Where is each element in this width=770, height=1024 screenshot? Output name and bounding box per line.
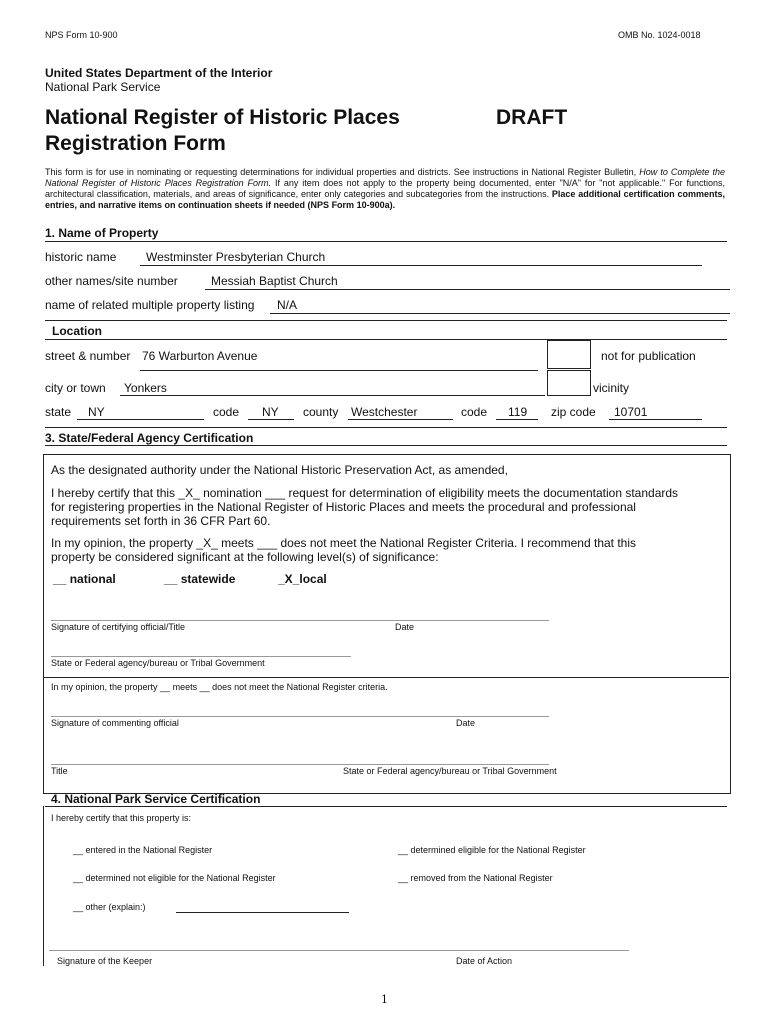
- level-statewide[interactable]: __ statewide: [164, 572, 236, 586]
- divider: [45, 320, 727, 321]
- not-for-publication-checkbox[interactable]: [547, 340, 591, 369]
- omb-number: OMB No. 1024-0018: [618, 30, 701, 40]
- city-label: city or town: [45, 381, 106, 395]
- nps-certify-text: I hereby certify that this property is:: [51, 813, 192, 823]
- sig-keeper-label: Signature of the Keeper: [57, 956, 153, 966]
- sig-certifying-label: Signature of certifying official/Title: [51, 622, 186, 632]
- date-of-action-label: Date of Action: [456, 956, 513, 966]
- instructions: This form is for use in nominating or requesting determinations for individual properties and districts. See instructions in National Register Bulletin, How to Complete the National Register of Historic Places Registration Form. If any item does not apply to the property being documented, enter "N/A" for "not applicable." For functions, architectural classification, materials, and areas of significance, enter only categories and subcategories from the instructions. Place additional certification comments, entries, and narrative items on continuation sheets if needed (NPS Form 10-900a).: [45, 167, 726, 210]
- other-names-label: other names/site number: [45, 274, 178, 288]
- request-mark[interactable]: ___: [265, 486, 286, 500]
- certify-line1: I hereby certify that this _X_ nomination ___ request for determination of eligibility meets the documentation standards: [51, 486, 679, 500]
- option-not-eligible[interactable]: __ determined not eligible for the National Register: [73, 873, 276, 883]
- option-determined-eligible[interactable]: __ determined eligible for the National Register: [398, 845, 586, 855]
- agency2-label: State or Federal agency/bureau or Tribal Government: [343, 766, 557, 776]
- page-subtitle: Registration Form: [45, 132, 226, 155]
- county-code-label: code: [461, 405, 488, 419]
- level-national[interactable]: __ national: [53, 572, 116, 586]
- draft-label: DRAFT: [496, 106, 568, 129]
- section2-heading: Location: [52, 324, 102, 338]
- county-label: county: [303, 405, 339, 419]
- zip-field[interactable]: 10701: [614, 405, 648, 419]
- service: National Park Service: [45, 80, 161, 94]
- county-code-field[interactable]: 119: [508, 405, 528, 419]
- city-field[interactable]: Yonkers: [124, 381, 167, 395]
- historic-name-field[interactable]: Westminster Presbyterian Church: [146, 250, 326, 264]
- date2-label: Date: [456, 718, 476, 728]
- option-removed[interactable]: __ removed from the National Register: [398, 873, 553, 883]
- multiple-listing-field[interactable]: N/A: [277, 298, 298, 312]
- opinion-line2: property be considered significant at the following level(s) of significance:: [51, 550, 439, 564]
- form-number: NPS Form 10-900: [45, 30, 118, 40]
- agency1-label: State or Federal agency/bureau or Tribal Government: [51, 658, 265, 668]
- other-explain-field[interactable]: [176, 912, 349, 913]
- divider: [45, 806, 727, 807]
- county-field[interactable]: Westchester: [351, 405, 418, 419]
- certify-line3: requirements set forth in 36 CFR Part 60.: [51, 514, 271, 528]
- state-field[interactable]: NY: [88, 405, 105, 419]
- sig-commenting-label: Signature of commenting official: [51, 718, 179, 728]
- opinion-line1: In my opinion, the property _X_ meets ___ does not meet the National Register Criteria. I recommend that this: [51, 536, 637, 550]
- other-names-field[interactable]: Messiah Baptist Church: [211, 274, 338, 288]
- does-not-meet-mark[interactable]: ___: [257, 536, 278, 550]
- state-code-label: code: [213, 405, 240, 419]
- nomination-mark[interactable]: _X_: [178, 486, 200, 500]
- multiple-listing-label: name of related multiple property listing: [45, 298, 255, 312]
- historic-name-label: historic name: [45, 250, 117, 264]
- state-label: state: [45, 405, 72, 419]
- street-field[interactable]: 76 Warburton Avenue: [142, 349, 258, 363]
- department: United States Department of the Interior: [45, 66, 273, 80]
- vicinity-checkbox[interactable]: [547, 370, 591, 396]
- date1-label: Date: [395, 622, 415, 632]
- page-number: 1: [381, 993, 388, 1006]
- not-for-publication-label: not for publication: [601, 349, 696, 363]
- section1-heading: 1. Name of Property: [45, 226, 159, 240]
- divider: [45, 427, 727, 428]
- section4-heading: 4. National Park Service Certification: [51, 792, 261, 806]
- zip-label: zip code: [551, 405, 596, 419]
- page-title: National Register of Historic Places: [45, 106, 400, 129]
- section3-heading: 3. State/Federal Agency Certification: [45, 431, 254, 445]
- certify-line2: for registering properties in the National Register of Historic Places and meets the procedural and professional: [51, 500, 636, 514]
- level-local[interactable]: _X_local: [278, 572, 327, 586]
- authority-text: As the designated authority under the National Historic Preservation Act, as amended,: [51, 463, 508, 477]
- comment-opinion: In my opinion, the property __ meets __ does not meet the National Register criteria.: [51, 682, 388, 692]
- divider: [45, 241, 727, 242]
- option-other[interactable]: __ other (explain:): [73, 902, 146, 912]
- state-code-field[interactable]: NY: [262, 405, 279, 419]
- vicinity-label: vicinity: [593, 381, 630, 395]
- title-label: Title: [51, 766, 68, 776]
- option-entered[interactable]: __ entered in the National Register: [73, 845, 213, 855]
- meets-mark[interactable]: _X_: [196, 536, 218, 550]
- street-label: street & number: [45, 349, 131, 363]
